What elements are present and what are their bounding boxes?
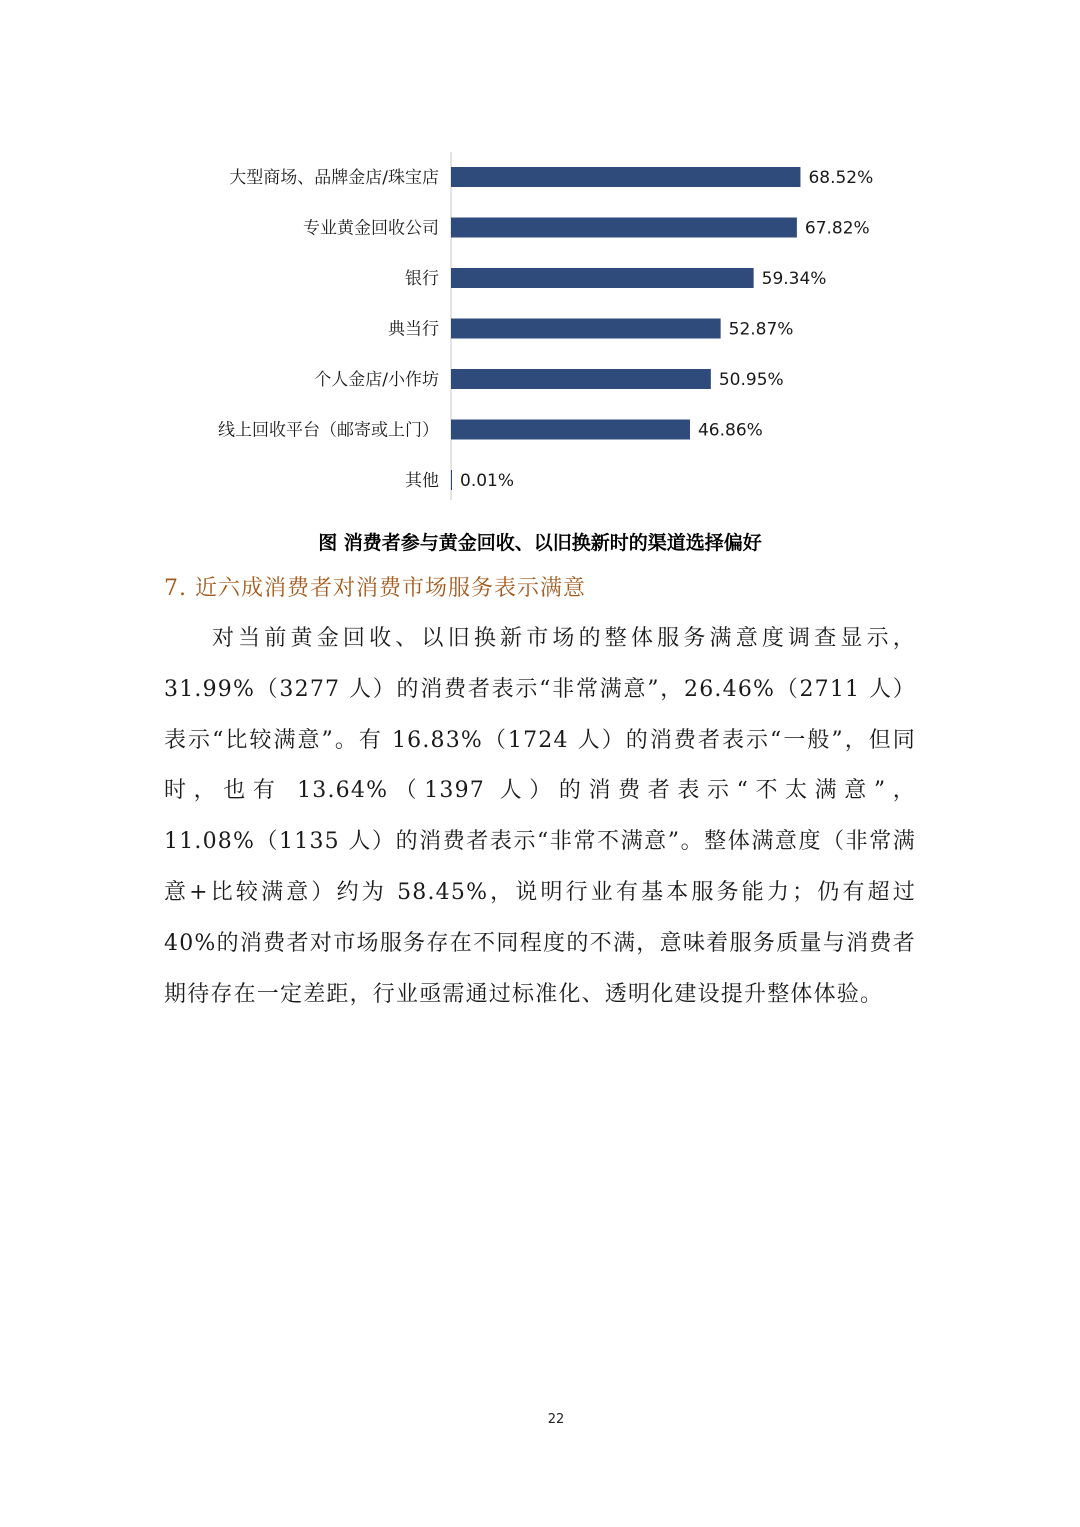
bar [451, 369, 711, 389]
category-label: 专业黄金回收公司 [303, 218, 439, 239]
body-paragraph: 对当前黄金回收、以旧换新市场的整体服务满意度调查显示，31.99%（3277 人）的消费者表示“非常满意”，26.46%（2711 人）表示“比较满意”。有 16.83%（1724 人）的消费者表示“一般”，但同时，也有 13.64%（1397 人）的消费者表示“不太满意”，11.08%（1135 人）的消费者表示“非常不满意”。整体满意度（非常满意+比较满意）约为 58.45%，说明行业有基本服务能力；仍有超过 40%的消费者对市场服务存在不同程度的不满，意味着服务质量与消费者期待存在一定差距，行业亟需通过标准化、透明化建设提升整体体验。 [164, 626, 916, 1007]
bar [451, 470, 452, 490]
value-label: 50.95% [718, 370, 784, 390]
value-label: 46.86% [697, 420, 763, 441]
value-label: 52.87% [728, 319, 794, 340]
bar [451, 268, 754, 288]
category-label: 个人金店/小作坊 [314, 370, 439, 390]
section-heading: 7. 近六成消费者对消费市场服务表示满意 [164, 576, 586, 601]
bar [451, 167, 800, 187]
bars-group [218, 167, 873, 491]
channel-preference-bar-chart [0, 0, 1080, 510]
bar [451, 218, 797, 238]
value-label: 0.01% [460, 471, 515, 491]
category-label: 大型商场、品牌金店/珠宝店 [229, 168, 439, 188]
bar [451, 319, 721, 339]
category-label: 典当行 [388, 319, 439, 340]
value-label: 68.52% [808, 168, 874, 188]
category-label: 线上回收平台（邮寄或上门） [218, 420, 439, 441]
value-label: 59.34% [761, 269, 827, 289]
value-label: 67.82% [804, 218, 870, 239]
page-number: 22 [547, 1412, 565, 1427]
figure-caption: 图 消费者参与黄金回收、以旧换新时的渠道选择偏好 [318, 532, 762, 554]
category-label: 其他 [405, 471, 439, 491]
bar [451, 420, 690, 440]
category-label: 银行 [405, 269, 439, 289]
